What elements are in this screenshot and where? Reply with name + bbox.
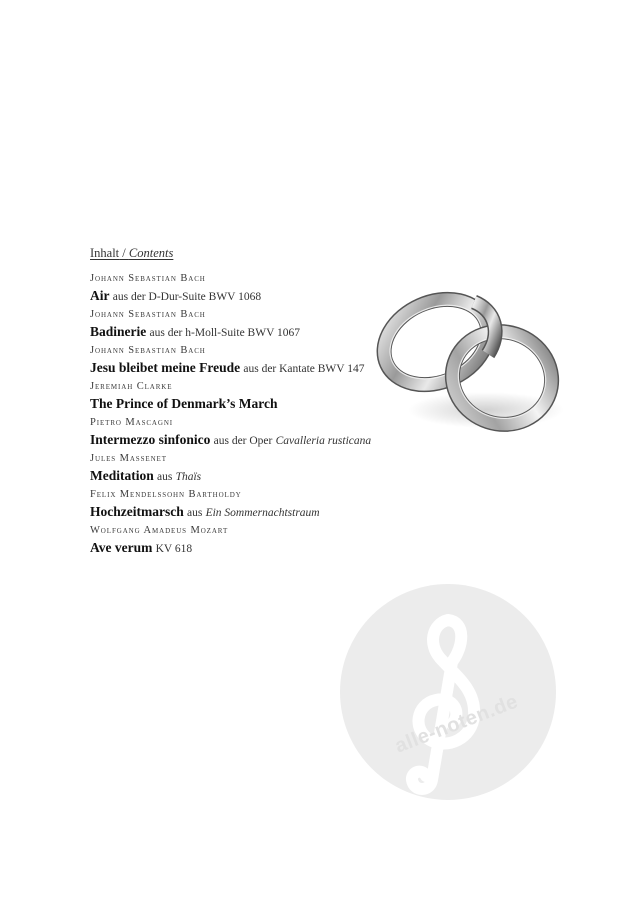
work-detail: KV 618 xyxy=(155,543,193,555)
composer-name: Pietro Mascagni xyxy=(90,417,174,428)
work-line xyxy=(90,467,390,486)
work-line xyxy=(90,323,390,342)
work-title: Intermezzo sinfonico xyxy=(90,432,211,447)
work-source-title: Cavalleria rusticana xyxy=(275,435,372,447)
heading-separator: / xyxy=(119,246,129,260)
work-line xyxy=(90,503,390,522)
work-title: Hochzeitmarsch xyxy=(90,504,184,519)
work-title: Air xyxy=(90,288,110,303)
list-item xyxy=(90,380,390,416)
work-detail: aus der h-Moll-Suite BWV 1067 xyxy=(149,327,301,339)
work-line xyxy=(90,287,390,306)
work-line xyxy=(90,431,390,450)
work-line xyxy=(90,395,390,412)
contents-list xyxy=(90,272,390,560)
work-title: Badinerie xyxy=(90,324,147,339)
work-detail: aus der Oper xyxy=(213,435,273,447)
composer-name: Felix Mendelssohn Bartholdy xyxy=(90,489,242,500)
heading-de: Inhalt xyxy=(90,246,120,260)
work-detail: aus der Kantate BWV 147 xyxy=(243,363,365,375)
composer-name: Wolfgang Amadeus Mozart xyxy=(90,525,229,536)
composer-name: Johann Sebastian Bach xyxy=(90,345,206,356)
work-title: Jesu bleibet meine Freude xyxy=(90,360,241,375)
work-source-title: Ein Sommernachtstraum xyxy=(205,507,320,519)
composer-name: Jules Massenet xyxy=(90,453,167,464)
list-item xyxy=(90,344,390,380)
heading-en: Contents xyxy=(128,246,174,260)
list-item xyxy=(90,452,390,488)
contents-heading xyxy=(90,246,173,261)
work-title: Meditation xyxy=(90,468,154,483)
work-title: The Prince of Denmark’s March xyxy=(90,396,278,411)
work-source-title: Thaïs xyxy=(175,471,202,483)
work-line xyxy=(90,359,390,378)
work-detail: aus der D-Dur-Suite BWV 1068 xyxy=(112,291,262,303)
list-item xyxy=(90,488,390,524)
work-line xyxy=(90,539,390,558)
composer-name: Jeremiah Clarke xyxy=(90,381,173,392)
treble-clef-icon xyxy=(336,580,560,804)
watermark-text: alle-noten.de xyxy=(392,690,522,758)
list-item xyxy=(90,416,390,452)
wedding-rings-icon xyxy=(374,288,574,440)
list-item xyxy=(90,272,390,308)
list-item xyxy=(90,308,390,344)
work-title: Ave verum xyxy=(90,540,153,555)
work-detail: aus xyxy=(186,507,203,519)
composer-name: Johann Sebastian Bach xyxy=(90,273,206,284)
list-item xyxy=(90,524,390,560)
composer-name: Johann Sebastian Bach xyxy=(90,309,206,320)
work-detail: aus xyxy=(157,471,173,483)
